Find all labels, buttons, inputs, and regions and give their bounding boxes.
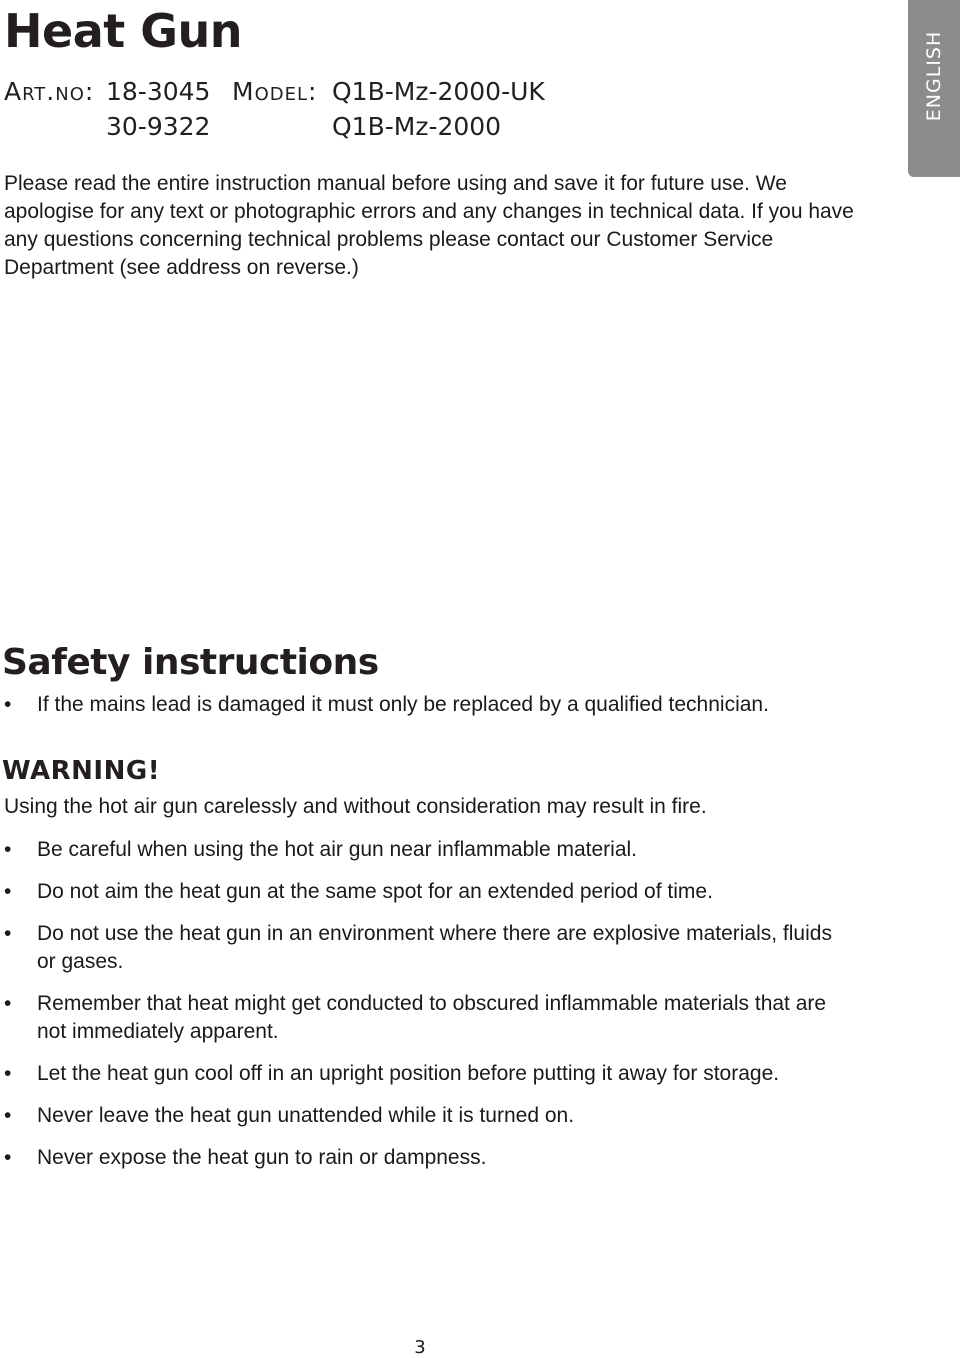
- safety-list-top: [4, 691, 854, 733]
- list-item: • Let the heat gun cool off in an upright position before putting it away for storage.: [4, 1060, 854, 1088]
- safety-instructions-heading: Safety instructions: [2, 642, 379, 683]
- article-row: [4, 109, 545, 144]
- warning-heading: WARNING!: [2, 756, 161, 786]
- warning-text: Using the hot air gun carelessly and without consideration may result in fire.: [4, 795, 707, 818]
- list-item: • Do not aim the heat gun at the same spot for an extended period of time.: [4, 878, 854, 906]
- page-title: Heat Gun: [4, 4, 242, 58]
- model-label: Model:: [232, 77, 318, 106]
- art-no-value: 18-3045: [106, 77, 211, 106]
- art-no-value: 30-9322: [106, 112, 211, 141]
- list-item: • Never leave the heat gun unattended while it is turned on.: [4, 1102, 854, 1130]
- language-tab-label: ENGLISH: [923, 30, 945, 122]
- art-no-label: Art.no:: [4, 77, 95, 106]
- list-item: • Remember that heat might get conducted to obscured inflammable materials that are not immediately apparent.: [4, 990, 854, 1046]
- article-model-table: [4, 74, 545, 144]
- article-row: [4, 74, 545, 109]
- language-tab: [908, 0, 960, 177]
- page-number: 3: [414, 1337, 426, 1358]
- list-item: • Never expose the heat gun to rain or dampness.: [4, 1144, 854, 1172]
- model-value: Q1B-Mz-2000: [332, 112, 502, 141]
- list-item: • Be careful when using the hot air gun near inflammable material.: [4, 836, 854, 864]
- model-value: Q1B-Mz-2000-UK: [332, 77, 545, 106]
- list-item: • If the mains lead is damaged it must only be replaced by a qualified technician.: [4, 691, 854, 719]
- intro-paragraph: Please read the entire instruction manual before using and save it for future use. We apologise for any text or photographic errors and any changes in technical data. If you have any questions concerning technical problems please contact our Customer Service Department (see address on reverse.): [4, 172, 854, 279]
- list-item: • Do not use the heat gun in an environment where there are explosive materials, fluids or gases.: [4, 920, 854, 976]
- safety-list: [4, 836, 854, 1186]
